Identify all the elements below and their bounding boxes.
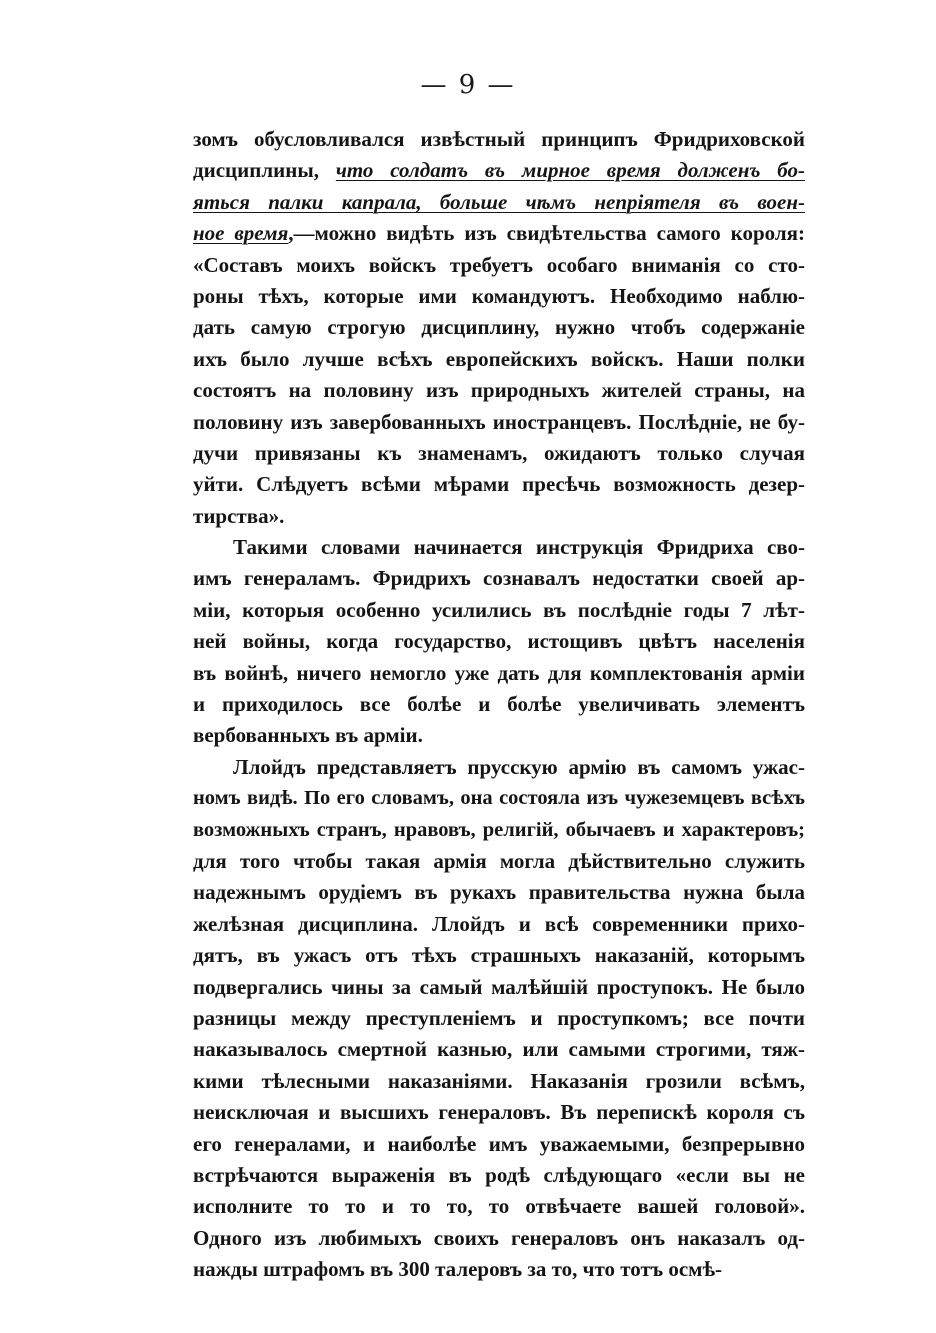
text-run: въ войнѣ, ничего немогло уже дать для комплектованія арміи <box>193 660 805 685</box>
text-run: неисключая и высшихъ генераловъ. Въ перепискѣ короля съ <box>193 1100 805 1125</box>
emphasized-text: что солдатъ въ мирное время долженъ бо- <box>335 158 805 183</box>
text-run: нажды штрафомъ въ 300 талеровъ за то, что тотъ осмѣ- <box>193 1257 723 1282</box>
text-run: дятъ, въ ужасъ отъ тѣхъ страшныхъ наказаній, которымъ <box>193 943 805 968</box>
text-line <box>193 375 805 406</box>
text-line <box>193 469 805 500</box>
text-run: половину изъ завербованныхъ иностранцевъ. Послѣдніе, не бу- <box>193 409 805 434</box>
text-line <box>193 815 805 846</box>
text-run: его генералами, и наиболѣе имъ уважаемыми, безпрерывно <box>193 1131 805 1156</box>
text-line <box>193 877 805 908</box>
text-run: уйти. Слѣдуетъ всѣми мѣрами пресѣчь возможность дезер- <box>193 472 805 497</box>
text-run: роны тѣхъ, которые ими командуютъ. Необходимо наблю- <box>193 283 805 308</box>
text-run: номъ видѣ. По его словамъ, она состояла изъ чужеземцевъ всѣхъ <box>193 787 805 810</box>
text-line <box>193 972 805 1003</box>
text-run: желѣзная дисциплина. Ллойдъ и всѣ современники прихо- <box>193 911 805 936</box>
text-line <box>193 1066 805 1097</box>
page-number: — 9 — <box>420 70 516 100</box>
emphasized-text: яться палки капрала, больше чѣмъ непріятеля въ воен- <box>193 189 805 214</box>
text-line <box>193 1223 805 1254</box>
text-run: ,—можно видѣть изъ свидѣтельства самого короля: <box>288 221 805 246</box>
text-line <box>193 720 805 751</box>
text-run: разницы между преступленіемъ и проступкомъ; все почти <box>193 1005 805 1030</box>
text-line <box>193 312 805 343</box>
paragraph <box>193 752 805 1286</box>
paragraph <box>193 532 805 752</box>
text-run: состоятъ на половину изъ природныхъ жителей страны, на <box>193 378 805 403</box>
text-line <box>193 1097 805 1128</box>
text-run: исполните то то и то то, то отвѣчаете вашей головой». <box>193 1194 805 1219</box>
text-run: ихъ было лучше всѣхъ европейскихъ войскъ. Наши полки <box>193 346 805 371</box>
text-line <box>193 626 805 657</box>
text-line <box>193 187 805 218</box>
text-line <box>193 1254 805 1285</box>
text-line <box>193 658 805 689</box>
text-run: ней войны, когда государство, истощивъ цвѣтъ населенія <box>193 629 805 654</box>
text-line <box>193 595 805 626</box>
text-line <box>193 752 805 783</box>
text-line <box>193 563 805 594</box>
text-line <box>193 1191 805 1222</box>
text-line <box>193 1003 805 1034</box>
text-run: дать самую строгую дисциплину, нужно чтобъ содержаніе <box>193 315 805 340</box>
text-run: Одного изъ любимыхъ своихъ генераловъ онъ наказалъ од- <box>193 1225 805 1250</box>
body-text <box>193 124 805 1285</box>
text-run: имъ генераламъ. Фридрихъ сознавалъ недостатки своей ар- <box>193 566 805 591</box>
text-run: подвергались чины за самый малѣйшій проступокъ. Не было <box>193 974 805 999</box>
text-line <box>193 783 805 814</box>
text-run: Такими словами начинается инструкція Фридриха сво- <box>233 535 805 560</box>
text-run: кими тѣлесными наказаніями. Наказанія грозили всѣмъ, <box>193 1068 805 1093</box>
text-line <box>193 281 805 312</box>
text-line <box>193 438 805 469</box>
text-line <box>193 218 805 249</box>
text-line <box>193 846 805 877</box>
text-run: міи, которыя особенно усилились въ послѣдніе годы 7 лѣт- <box>193 597 805 622</box>
text-run: для того чтобы такая армія могла дѣйствительно служить <box>193 848 805 873</box>
text-line <box>193 407 805 438</box>
text-run: встрѣчаются выраженія въ родѣ слѣдующаго «если вы не <box>193 1162 805 1187</box>
text-run: и приходилось все болѣе и болѣе увеличивать элементъ <box>193 692 805 717</box>
text-line <box>193 501 805 532</box>
text-run: Ллойдъ представляетъ прусскую армію въ самомъ ужас- <box>233 754 805 779</box>
text-run: дисциплины, <box>193 158 336 183</box>
emphasized-text: ное время <box>193 221 289 246</box>
text-line <box>193 1034 805 1065</box>
text-run: вербованныхъ въ арміи. <box>193 723 423 748</box>
text-line <box>193 909 805 940</box>
text-run: надежнымъ орудіемъ въ рукахъ правительства нужна была <box>193 880 805 905</box>
text-run: возможныхъ странъ, нравовъ, религій, обычаевъ и характеровъ; <box>193 818 805 841</box>
paragraph <box>193 124 805 532</box>
text-line <box>193 344 805 375</box>
text-run: наказывалось смертной казнью, или самыми строгими, тяж- <box>193 1037 805 1062</box>
text-run: тирства». <box>193 503 285 528</box>
text-run: зомъ обусловливался извѣстный принципъ Фридриховской <box>193 127 805 151</box>
text-run: «Составъ моихъ войскъ требуетъ особаго вниманія со сто- <box>193 252 805 277</box>
text-line <box>193 250 805 281</box>
text-run: дучи привязаны къ знаменамъ, ожидаютъ только случая <box>193 440 805 465</box>
text-line <box>193 1160 805 1191</box>
text-line <box>193 124 805 155</box>
text-line <box>193 940 805 971</box>
text-line <box>193 1129 805 1160</box>
text-line <box>193 532 805 563</box>
text-line <box>193 155 805 186</box>
text-line <box>193 689 805 720</box>
